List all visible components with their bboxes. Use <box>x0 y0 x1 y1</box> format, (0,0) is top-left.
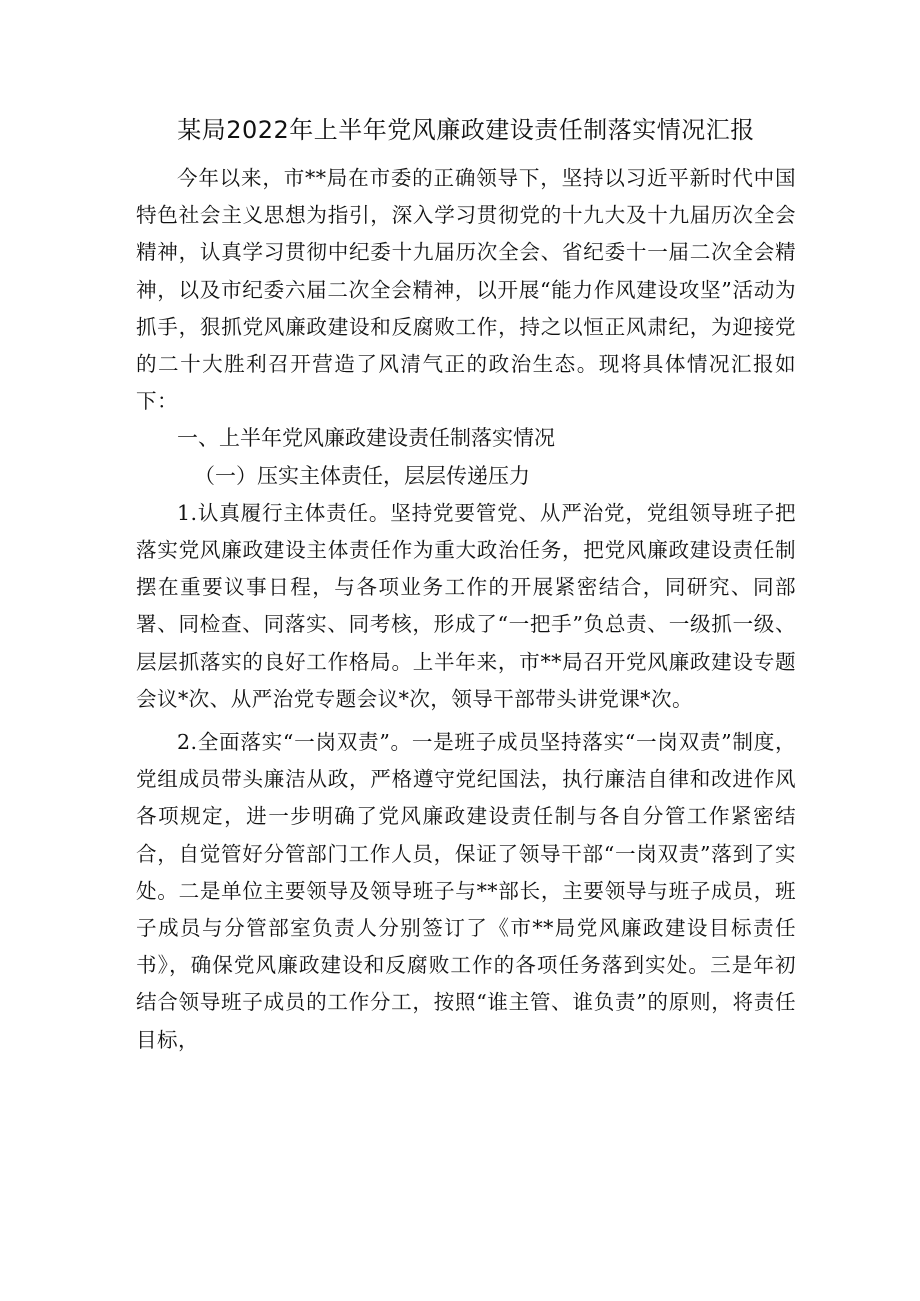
document-body <box>136 160 796 1059</box>
item-1-paragraph: 1.认真履行主体责任。坚持党要管党、从严治党，党组领导班子把落实党风廉政建设主体责任作为重大政治任务，把党风廉政建设责任制摆在重要议事日程，与各项业务工作的开展紧密结合，同研究、同部署、同检查、同落实、同考核，形成了“一把手”负总责、一级抓一级、层层抓落实的良好工作格局。上半年来，市**局召开党风廉政建设专题会议*次、从严治党专题会议*次，领导干部带头讲党课*次。 <box>136 500 796 711</box>
intro-paragraph: 今年以来，市**局在市委的正确领导下，坚持以习近平新时代中国特色社会主义思想为指引，深入学习贯彻党的十九大及十九届历次全会精神，认真学习贯彻中纪委十九届历次全会、省纪委十一届二次全会精神，以及市纪委六届二次全会精神，以开展“能力作风建设攻坚”活动为抓手，狠抓党风廉政建设和反腐败工作，持之以恒正风肃纪，为迎接党的二十大胜利召开营造了风清气正的政治生态。现将具体情况汇报如下： <box>136 166 796 414</box>
document-title: 某局2022年上半年党风廉政建设责任制落实情况汇报 <box>177 116 755 144</box>
subsection-heading: （一）压实主体责任，层层传递压力 <box>194 463 530 488</box>
item-2-paragraph: 2.全面落实“一岗双责”。一是班子成员坚持落实“一岗双责”制度，党组成员带头廉洁从政，严格遵守党纪国法，执行廉洁自律和改进作风各项规定，进一步明确了党风廉政建设责任制与各自分管工作紧密结合，自觉管好分管部门工作人员，保证了领导干部“一岗双责”落到了实处。二是单位主要领导及领导班子与**部长，主要领导与班子成员，班子成员与分管部室负责人分别签订了《市**局党风廉政建设目标责任书》，确保党风廉政建设和反腐败工作的各项任务落到实处。三是年初结合领导班子成员的工作分工，按照“谁主管、谁负责”的原则，将责任目标， <box>136 730 796 1052</box>
section-heading: 一、上半年党风廉政建设责任制落实情况 <box>177 426 555 451</box>
